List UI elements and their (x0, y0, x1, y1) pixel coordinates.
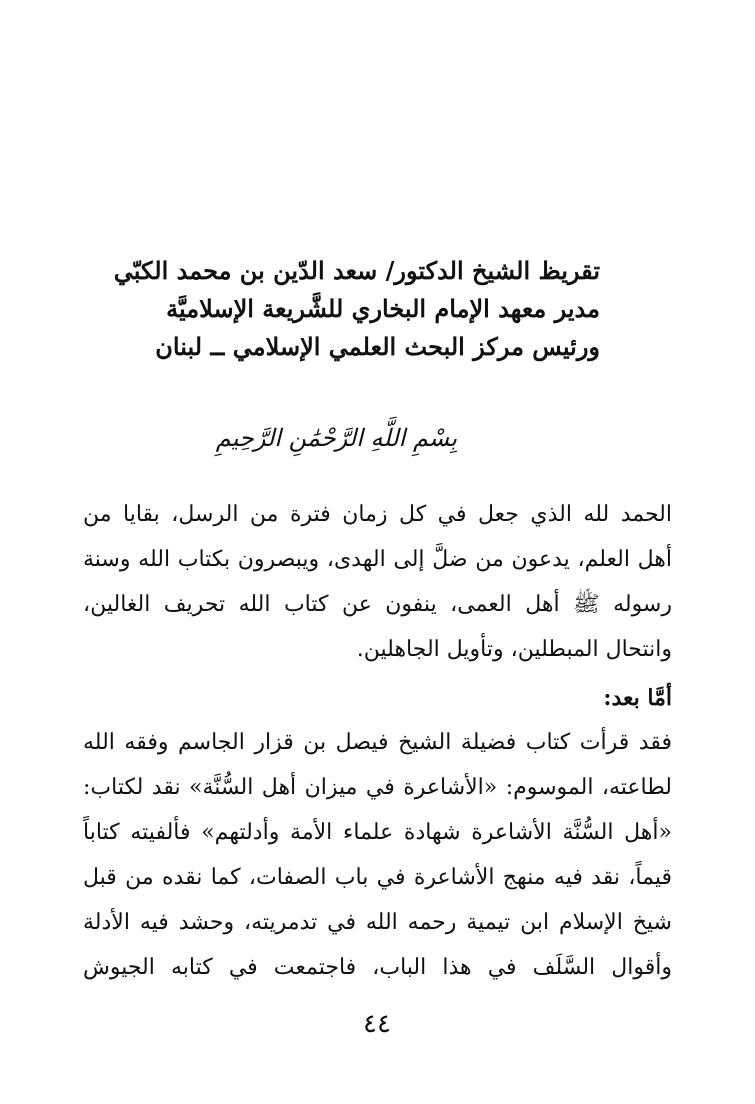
heading-subtitle-2: ورئيس مركز البحث العلمي الإسلامي ــ لبنان (155, 332, 600, 361)
text-line: «أهل السُّنَّة الأشاعرة شهادة علماء الأمة وأدلتهم» فألفيته كتاباً (83, 820, 672, 845)
text-line: لطاعته، الموسوم: «الأشاعرة في ميزان أهل السُّنَّة» نقد لكتاب: (83, 775, 672, 800)
text-line: قيماً، نقد فيه منهج الأشاعرة في باب الصفات، كما نقده من قبل (83, 865, 672, 890)
page-number: ٤٤ (363, 1009, 391, 1039)
text-line: أهل العلم، يدعون من ضلَّ إلى الهدى، ويبصرون بكتاب الله وسنة (83, 547, 672, 572)
text-line: رسوله ﷺ أهل العمى، ينفون عن كتاب الله تحريف الغالين، (83, 592, 672, 617)
heading-title: تقريظ الشيخ الدكتور/ سعد الدّين بن محمد الكبّي (113, 256, 600, 285)
heading-subtitle-1: مدير معهد الإمام البخاري للشَّريعة الإسلاميَّة (166, 294, 600, 323)
paragraph-intro (83, 492, 672, 672)
text-line: وأقوال السَّلَف في هذا الباب، فاجتمعت في كتابه الجيوش (83, 955, 672, 980)
text-line: وانتحال المبطلين، وتأويل الجاهلين. (356, 637, 672, 662)
section-label: أمَّا بعد: (603, 685, 672, 711)
basmala-calligraphy: بِسْمِ اللَّهِ الرَّحْمَٰنِ الرَّحِيمِ (215, 424, 457, 452)
text-line: الحمد لله الذي جعل في كل زمان فترة من الرسل، بقايا من (83, 502, 672, 527)
text-line: فقد قرأت كتاب فضيلة الشيخ فيصل بن قزار الجاسم وفقه الله (83, 730, 672, 755)
text-line: شيخ الإسلام ابن تيمية رحمه الله في تدمريته، وحشد فيه الأدلة (83, 910, 672, 935)
paragraph-main (83, 720, 672, 990)
foreword-heading (80, 252, 600, 366)
